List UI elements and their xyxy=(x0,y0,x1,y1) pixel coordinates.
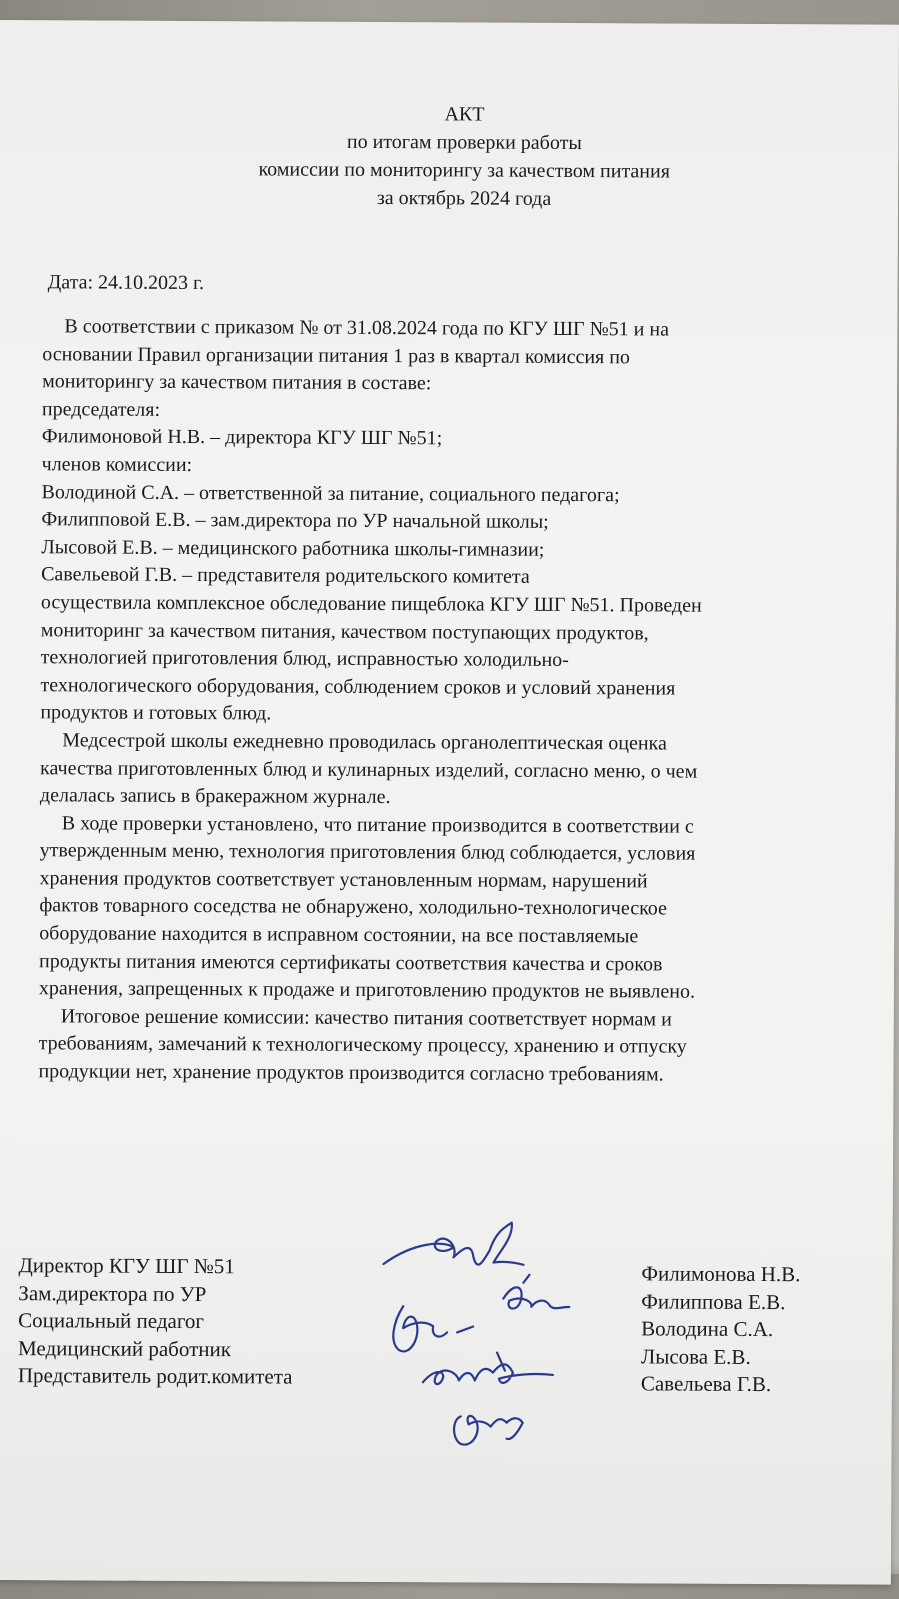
title-line: за октябрь 2024 года xyxy=(376,186,552,210)
body-line: председателя: xyxy=(41,398,161,421)
signatory-name: Володина С.А. xyxy=(641,1316,774,1342)
handwritten-signatures xyxy=(373,1202,574,1453)
signatory-name: Лысова Е.В. xyxy=(640,1344,751,1369)
body-line: хранения, запрещенных к продаже и приготовлению продуктов не выявлено. xyxy=(38,977,696,1003)
title-line: АКТ xyxy=(444,103,485,126)
title-line: комиссии по мониторингу за качеством питания xyxy=(258,158,671,183)
signature-director xyxy=(383,1222,523,1265)
body-line: Савельевой Г.В. – представителя родительского комитета xyxy=(41,563,530,589)
signatory-name: Савельева Г.В. xyxy=(640,1371,772,1397)
body-line: утвержденным меню, технология приготовления блюд соблюдается, условия xyxy=(39,839,696,865)
body-line: продуктов и готовых блюд. xyxy=(40,701,272,725)
body-line: Володиной С.А. – ответственной за питание, социального педагога; xyxy=(41,480,620,506)
paper-sheet xyxy=(0,20,899,1585)
body-line: качества приготовленных блюд и кулинарных изделий, согласно меню, о чем xyxy=(40,756,698,783)
body-line: Филимоновой Н.В. – директора КГУ ШГ №51; xyxy=(41,425,443,450)
document-date: Дата: 24.10.2023 г. xyxy=(47,271,205,295)
signatory-positions xyxy=(18,1252,293,1391)
body-line: В соответствии с приказом № от 31.08.2024 года по КГУ ШГ №51 и на xyxy=(64,315,670,341)
signatory-position: Медицинский работник xyxy=(17,1335,232,1362)
body-line: фактов товарного соседства не обнаружено, холодильно-технологическое xyxy=(39,894,668,920)
body-line: продукции нет, хранение продуктов производится согласно требованиям. xyxy=(38,1060,664,1086)
body-line: Итоговое решение комиссии: качество питания соответствует нормам и xyxy=(60,1005,672,1031)
signatory-name: Филиппова Е.В. xyxy=(641,1288,786,1314)
body-line: технологией приготовления блюд, исправностью холодильно- xyxy=(40,646,569,672)
body-line: осуществила комплексное обследование пищеблока КГУ ШГ №51. Проведен xyxy=(40,591,702,617)
body-line: делалась запись в бракеражном журнале. xyxy=(39,784,391,809)
signatory-names xyxy=(641,1260,801,1399)
body-line: Филипповой Е.В. – зам.директора по УР начальной школы; xyxy=(41,508,549,534)
body-line: оборудование находится в исправном состоянии, на все поставляемые xyxy=(39,922,639,948)
body-line: требованиям, замечаний к технологическому процессу, хранению и отпуску xyxy=(38,1032,687,1059)
body-line: мониторингу за качеством питания в составе: xyxy=(42,370,432,395)
signatory-position: Зам.директора по УР xyxy=(18,1280,207,1306)
title-line: по итогам проверки работы xyxy=(346,130,582,155)
signature-parent-committee xyxy=(454,1416,523,1445)
body-line: Лысовой Е.В. – медицинского работника школы-гимназии; xyxy=(41,535,545,561)
signatory-position: Социальный педагог xyxy=(18,1308,205,1334)
document-body xyxy=(38,313,892,1090)
signatory-name: Филимонова Н.В. xyxy=(641,1261,801,1287)
body-line: основании Правил организации питания 1 раз в квартал комиссия по xyxy=(42,342,631,368)
body-line: В ходе проверки установлено, что питание производится в соответствии с xyxy=(61,812,694,838)
signature-social-pedagogue xyxy=(393,1306,447,1352)
signature-medical-worker xyxy=(423,1364,553,1385)
signatory-position: Представитель родит.комитета xyxy=(17,1363,293,1389)
body-line: технологического оборудования, соблюдением сроков и условий хранения xyxy=(40,673,676,700)
body-line: членов комиссии: xyxy=(41,453,193,476)
signature-deputy xyxy=(503,1287,569,1309)
signatory-position: Директор КГУ ШГ №51 xyxy=(18,1253,235,1279)
document-title xyxy=(0,98,899,215)
body-line: продукты питания имеются сертификаты соответствия качества и сроков xyxy=(39,949,663,976)
body-line: Медсестрой школы ежедневно проводилась органолептическая оценка xyxy=(62,729,667,755)
body-line: мониторинг за качеством питания, качеством поступающих продуктов, xyxy=(40,618,649,644)
body-line: хранения продуктов соответствует установленным нормам, нарушений xyxy=(39,867,648,893)
